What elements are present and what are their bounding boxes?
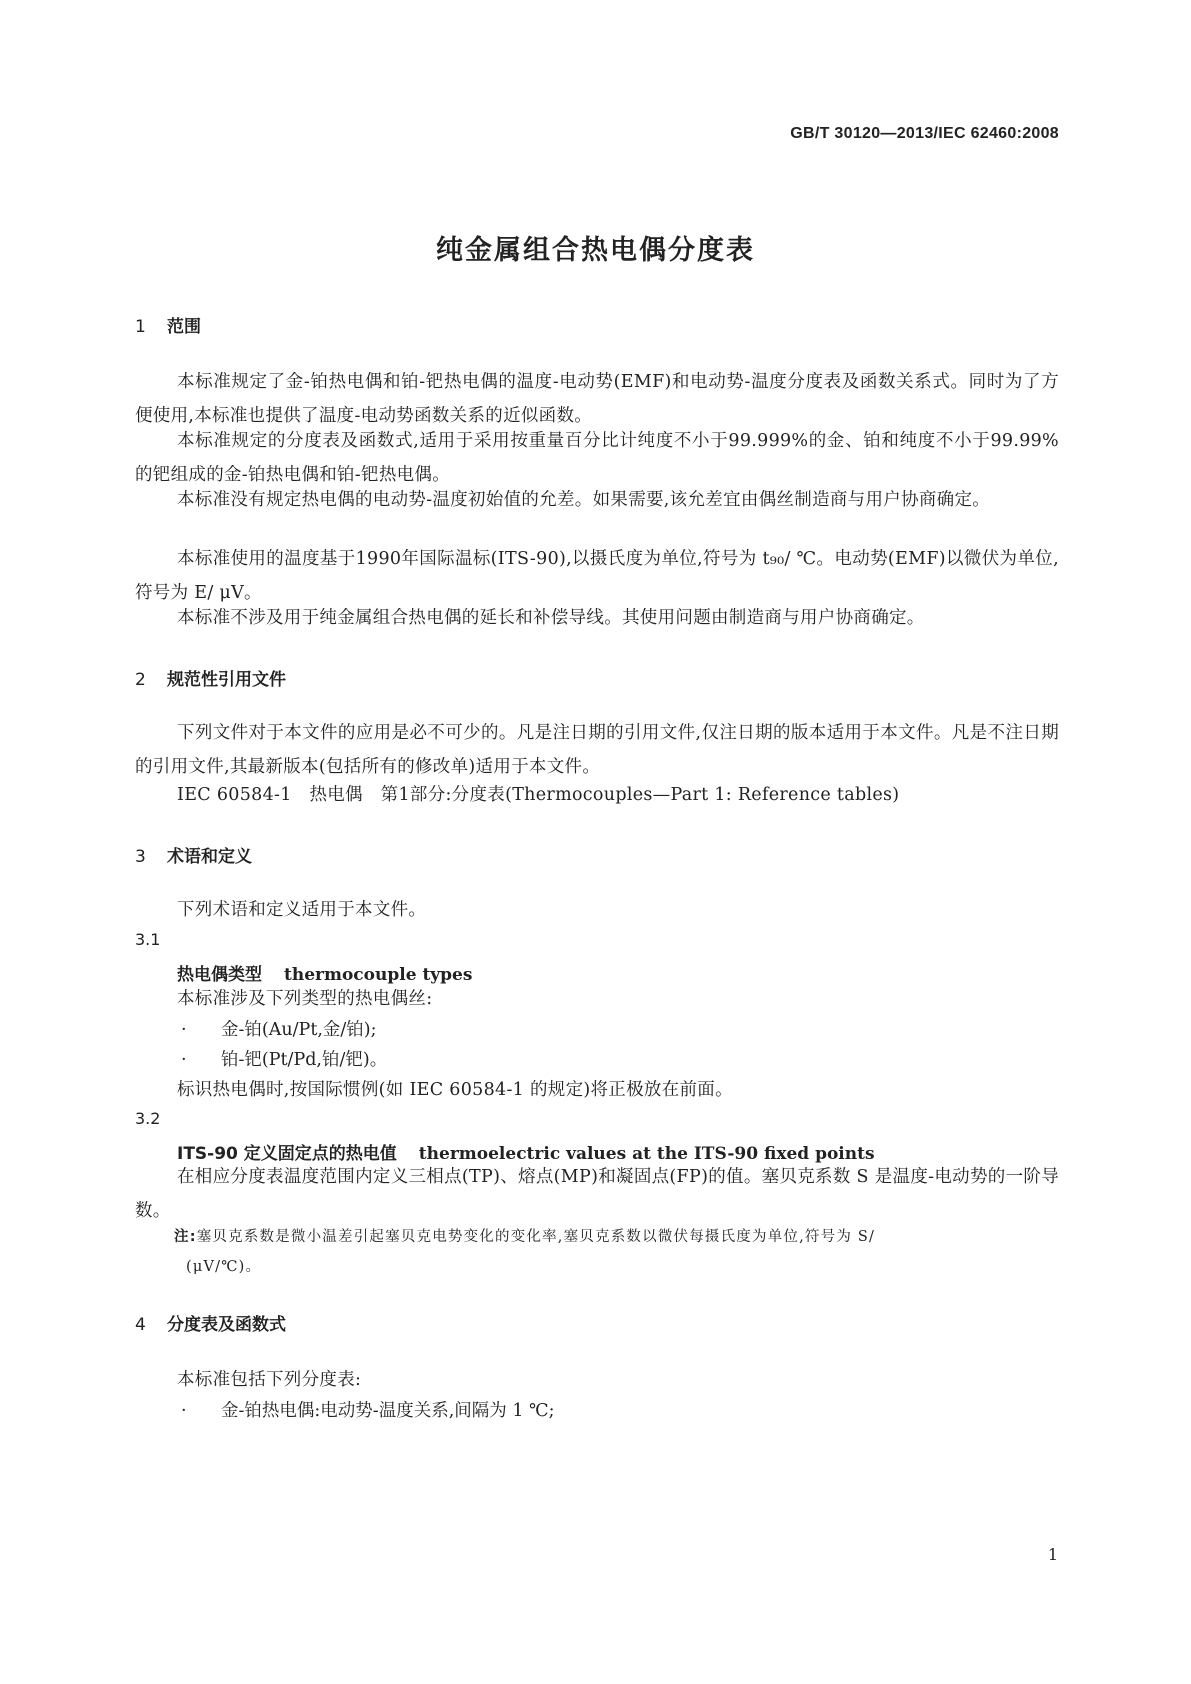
section-number: 1 (135, 317, 146, 337)
bullet-symbol: · (181, 1020, 187, 1040)
list-item-text: 金-铂(Au/Pt,金/铂); (221, 1020, 377, 1040)
paragraph: 本标准规定的分度表及函数式,适用于采用按重量百分比计纯度不小于99.999%的金、铂和纯度不小于99.99%的钯组成的金-铂热电偶和铂-钯热电偶。 (135, 431, 1059, 485)
clause-number: 3.1 (135, 930, 161, 949)
list-item (181, 1043, 387, 1077)
page-number: 1 (1047, 1545, 1058, 1564)
normative-reference: IEC 60584-1 热电偶 第1部分:分度表(Thermocouples—Part 1: Reference tables) (177, 785, 900, 805)
term-remark: 标识热电偶时,按国际惯例(如 IEC 60584-1 的规定)将正极放在前面。 (177, 1080, 733, 1100)
note (174, 1222, 1060, 1282)
note-text: 塞贝克系数是微小温差引起塞贝克电势变化的变化率,塞贝克系数以微伏每摄氏度为单位,符号为 S/ (196, 1229, 876, 1245)
paragraph: 本标准规定了金-铂热电偶和铂-钯热电偶的温度-电动势(EMF)和电动势-温度分度表及函数关系式。同时为了方便使用,本标准也提供了温度-电动势函数关系的近似函数。 (135, 372, 1059, 426)
tables-intro: 本标准包括下列分度表: (177, 1370, 362, 1390)
term-en: thermocouple types (284, 965, 473, 985)
list-item (181, 1394, 555, 1428)
term-definition: 在相应分度表温度范围内定义三相点(TP)、熔点(MP)和凝固点(FP)的值。塞贝克系数 S 是温度-电动势的一阶导数。 (135, 1167, 1059, 1221)
section-heading-normative-references (135, 665, 286, 690)
note-continuation: (μV/℃)。 (186, 1259, 262, 1275)
section-title: 规范性引用文件 (167, 670, 286, 690)
section-title: 术语和定义 (167, 847, 252, 867)
section-number: 4 (135, 1315, 146, 1335)
term-definition: 本标准涉及下列类型的热电偶丝: (177, 989, 433, 1009)
note-label: 注: (174, 1229, 197, 1245)
term-en: thermoelectric values at the ITS-90 fixed points (418, 1144, 875, 1164)
section-heading-terms (135, 842, 252, 867)
standard-code-header: GB/T 30120—2013/IEC 62460:2008 (790, 125, 1059, 142)
section-title: 范围 (167, 317, 201, 337)
section-heading-scope (135, 312, 201, 337)
section-heading-tables (135, 1310, 286, 1335)
term-zh: 热电偶类型 (177, 965, 262, 985)
paragraph: 本标准没有规定热电偶的电动势-温度初始值的允差。如果需要,该允差宜由偶丝制造商与用户协商确定。 (177, 490, 991, 510)
terms-intro: 下列术语和定义适用于本文件。 (177, 900, 427, 920)
paragraph: 本标准使用的温度基于1990年国际温标(ITS-90),以摄氏度为单位,符号为 t₉₀/ ℃。电动势(EMF)以微伏为单位,符号为 E/ μV。 (135, 549, 1059, 603)
list-item (181, 1013, 377, 1047)
section-number: 2 (135, 670, 146, 690)
bullet-symbol: · (181, 1401, 187, 1421)
list-item-text: 铂-钯(Pt/Pd,铂/钯)。 (221, 1050, 388, 1070)
document-title: 纯金属组合热电偶分度表 (436, 235, 755, 266)
section-title: 分度表及函数式 (167, 1315, 286, 1335)
list-item-text: 金-铂热电偶:电动势-温度关系,间隔为 1 ℃; (221, 1401, 555, 1421)
clause-number: 3.2 (135, 1109, 161, 1128)
bullet-symbol: · (181, 1050, 187, 1070)
section-number: 3 (135, 847, 146, 867)
paragraph: 本标准不涉及用于纯金属组合热电偶的延长和补偿导线。其使用问题由制造商与用户协商确定。 (177, 608, 925, 628)
paragraph: 下列文件对于本文件的应用是必不可少的。凡是注日期的引用文件,仅注日期的版本适用于本文件。凡是不注日期的引用文件,其最新版本(包括所有的修改单)适用于本文件。 (135, 723, 1059, 777)
term-zh: ITS-90 定义固定点的热电值 (177, 1144, 397, 1164)
